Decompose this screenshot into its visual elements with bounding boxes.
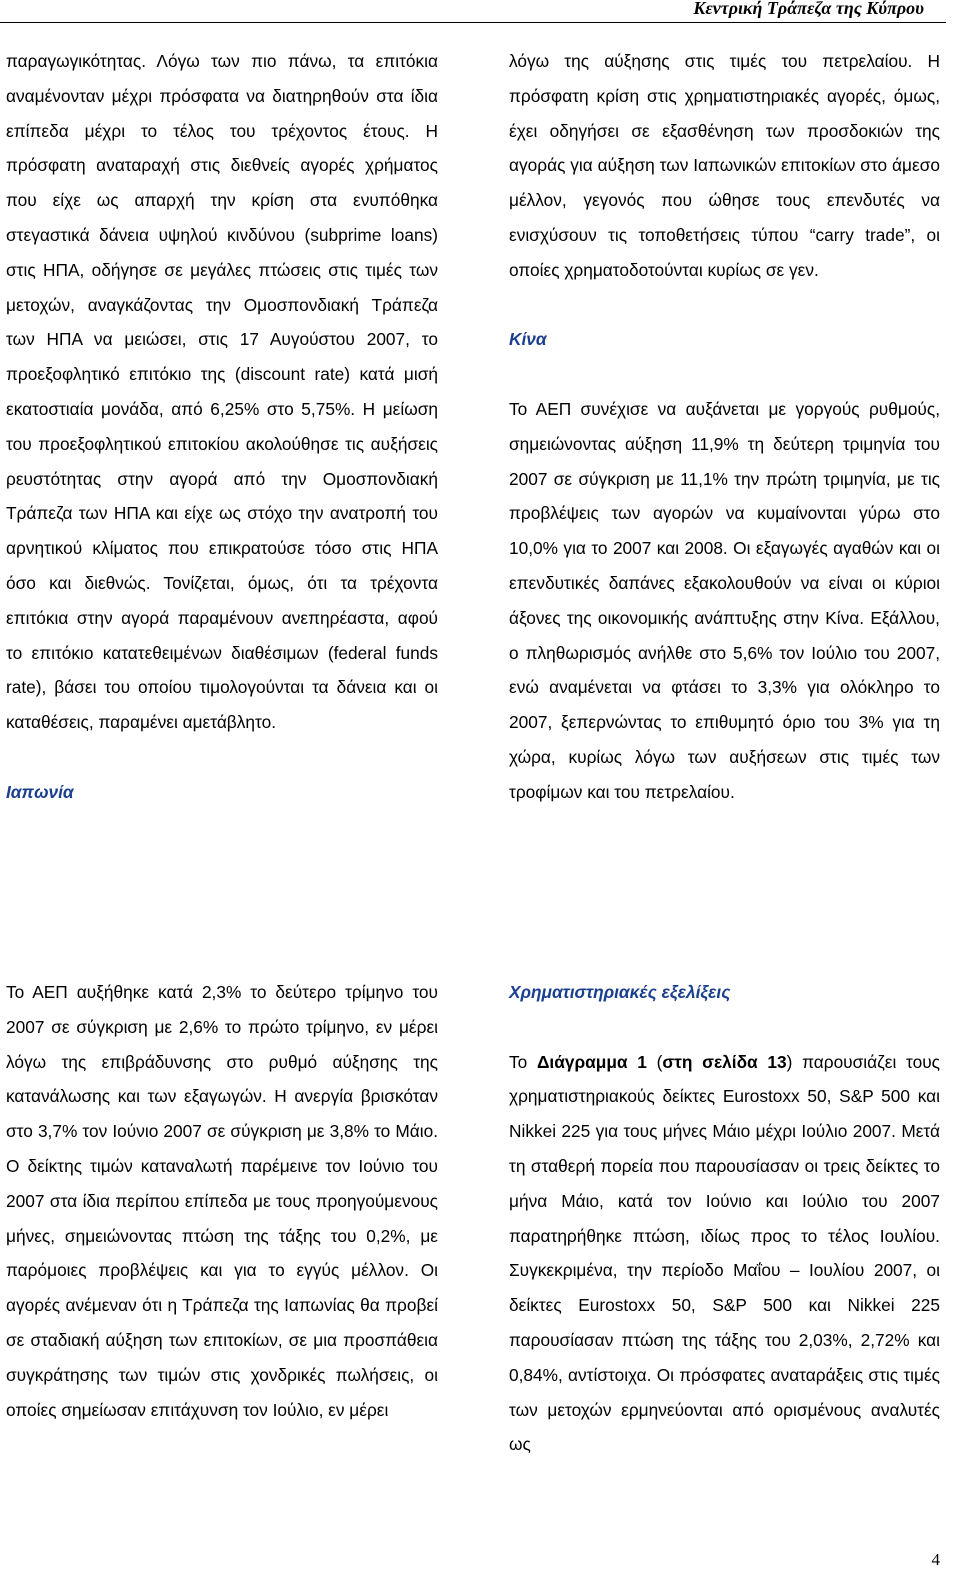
section-heading-china: Κίνα bbox=[509, 329, 547, 350]
right-column-bottom bbox=[509, 975, 940, 1462]
right-column-top bbox=[509, 44, 940, 810]
page-header bbox=[0, 0, 946, 23]
paragraph-china-gdp: Το ΑΕΠ συνέχισε να αυξάνεται με γοργούς ρυθμούς, σημειώνοντας αύξηση 11,9% τη δεύτερη τριμηνία του 2007 σε σύγκριση με 11,1% την πρώτη τριμηνία, με τις προβλέψεις των αγορών να κυμαίνονται γύρω στο 10,0% για το 2007 και 2008. Οι εξαγωγές αγαθών και οι επενδυτικές δαπάνες εξακολουθούν να είναι οι κύριοι άξονες της οικονομικής ανάπτυξης στην Κίνα. Εξάλλου, ο πληθωρισμός ανήλθε στο 5,6% τον Ιούλιο του 2007, ενώ αναμένεται να φτάσει το 3,3% για ολόκληρο το 2007, ξεπερνώντας το επιθυμητό όριο του 3% για τη χώρα, κυρίως λόγω των αυξήσεων στις τιμές των τροφίμων και του πετρελαίου. bbox=[509, 398, 940, 802]
paren-open: ( bbox=[646, 1051, 663, 1072]
paragraph-us-rates: παραγωγικότητας. Λόγω των πιο πάνω, τα επιτόκια αναμένονταν μέχρι πρόσφατα να διατηρηθούν στα ίδια επίπεδα μέχρι το τέλος του τρέχοντος έτους. Η πρόσφατη αναταραχή στις διεθνείς αγορές χρήματος που είχε ως απαρχή την κρίση στα ενυπόθηκα στεγαστικά δάνεια υψηλού κινδύνου (subprime loans) στις ΗΠΑ, οδήγησε σε μεγάλες πτώσεις στις τιμές των μετοχών, αναγκάζοντας την Ομοσπονδιακή Τράπεζα των ΗΠΑ να μειώσει, στις 17 Αυγούστου 2007, το προεξοφλητικό επιτόκιο της (discount rate) κατά μισή εκατοστιαία μονάδα, από 6,25% στο 5,75%. Η μείωση του προεξοφλητικού επιτοκίου ακολούθησε τις αυξήσεις ρευστότητας στην αγορά από την Ομοσπονδιακή Τράπεζα των ΗΠΑ και είχε ως στόχο την ανατροπή του αρνητικού κλίματος που επικρατούσε τόσο στις ΗΠΑ όσο και διεθνώς. Τονίζεται, όμως, ότι τα τρέχοντα επιτόκια στην αγορά παραμένουν ανεπηρέαστα, αφού το επιτόκιο κατατεθειμένων διαθέσιμων (federal funds rate), βάσει του οποίου τιμολογούνται τα δάνεια και οι καταθέσεις, παραμένει αμετάβλητο. bbox=[6, 51, 438, 733]
section-heading-japan: Ιαπωνία bbox=[6, 781, 74, 802]
left-column-top bbox=[6, 44, 438, 810]
header-title: Κεντρική Τράπεζα της Κύπρου bbox=[693, 0, 924, 18]
intro-text: Το bbox=[509, 1051, 537, 1072]
page-number: 4 bbox=[931, 1550, 940, 1569]
paragraph-stock-indices bbox=[509, 1045, 940, 1463]
left-column-bottom bbox=[6, 975, 438, 1427]
diagram-reference: Διάγραμμα 1 bbox=[536, 1051, 647, 1072]
section-heading-stock-markets: Χρηματιστηριακές εξελίξεις bbox=[509, 982, 731, 1002]
paragraph-rest: ) παρουσιάζει τους χρηματιστηριακούς δείκτες Eurostoxx 50, S&P 500 και Nikkei 225 για τους μήνες Μάιο μέχρι Ιούλιο 2007. Μετά τη σταθερή πορεία που παρουσίασαν οι τρεις δείκτες το μήνα Μάιο, κατά τον Ιούνιο και Ιούλιο του 2007 παρατηρήθηκε πτώση, ιδίως προς το τέλος Ιουλίου. Συγκεκριμένα, την περίοδο Μαΐου – Ιουλίου 2007, οι δείκτες Eurostoxx 50, S&P 500 και Nikkei 225 παρουσίασαν πτώση της τάξης του 2,03%, 2,72% και 0,84%, αντίστοιχα. Οι πρόσφατες αναταράξεις στις τιμές των μετοχών ερμηνεύονται από ορισμένους αναλυτές ως bbox=[509, 1051, 940, 1455]
page-reference: στη σελίδα 13 bbox=[662, 1051, 787, 1072]
paragraph-japan-yen: λόγω της αύξησης στις τιμές του πετρελαίου. Η πρόσφατη κρίση στις χρηματιστηριακές αγορές, όμως, έχει οδηγήσει σε εξασθένηση των προσδοκιών της αγοράς για αύξηση των Ιαπωνικών επιτοκίων στο άμεσο μέλλον, γεγονός που ώθησε τους επενδυτές να ενισχύσουν τις τοποθετήσεις τύπου “carry trade”, οι οποίες χρηματοδοτούνται κυρίως σε γεν. bbox=[509, 51, 940, 280]
paragraph-japan-gdp: Το ΑΕΠ αυξήθηκε κατά 2,3% το δεύτερο τρίμηνο του 2007 σε σύγκριση με 2,6% το πρώτο τρίμηνο, εν μέρει λόγω της επιβράδυνσης στο ρυθμό αύξησης της κατανάλωσης και των εξαγωγών. Η ανεργία βρισκόταν στο 3,7% τον Ιούνιο 2007 σε σύγκριση με 3,8% το Μάιο. Ο δείκτης τιμών καταναλωτή παρέμεινε τον Ιούνιο του 2007 στα ίδια περίπου επίπεδα με τους προηγούμενους μήνες, σημειώνοντας πτώση της τάξης του 0,2%, με παρόμοιες προβλέψεις και για το εγγύς μέλλον. Οι αγορές ανέμεναν ότι η Τράπεζα της Ιαπωνίας θα προβεί σε σταδιακή αύξηση των επιτοκίων, σε μια προσπάθεια συγκράτησης των τιμών στις χονδρικές πωλήσεις, οι οποίες σημείωσαν επιτάχυνση τον Ιούλιο, εν μέρει bbox=[6, 982, 438, 1420]
